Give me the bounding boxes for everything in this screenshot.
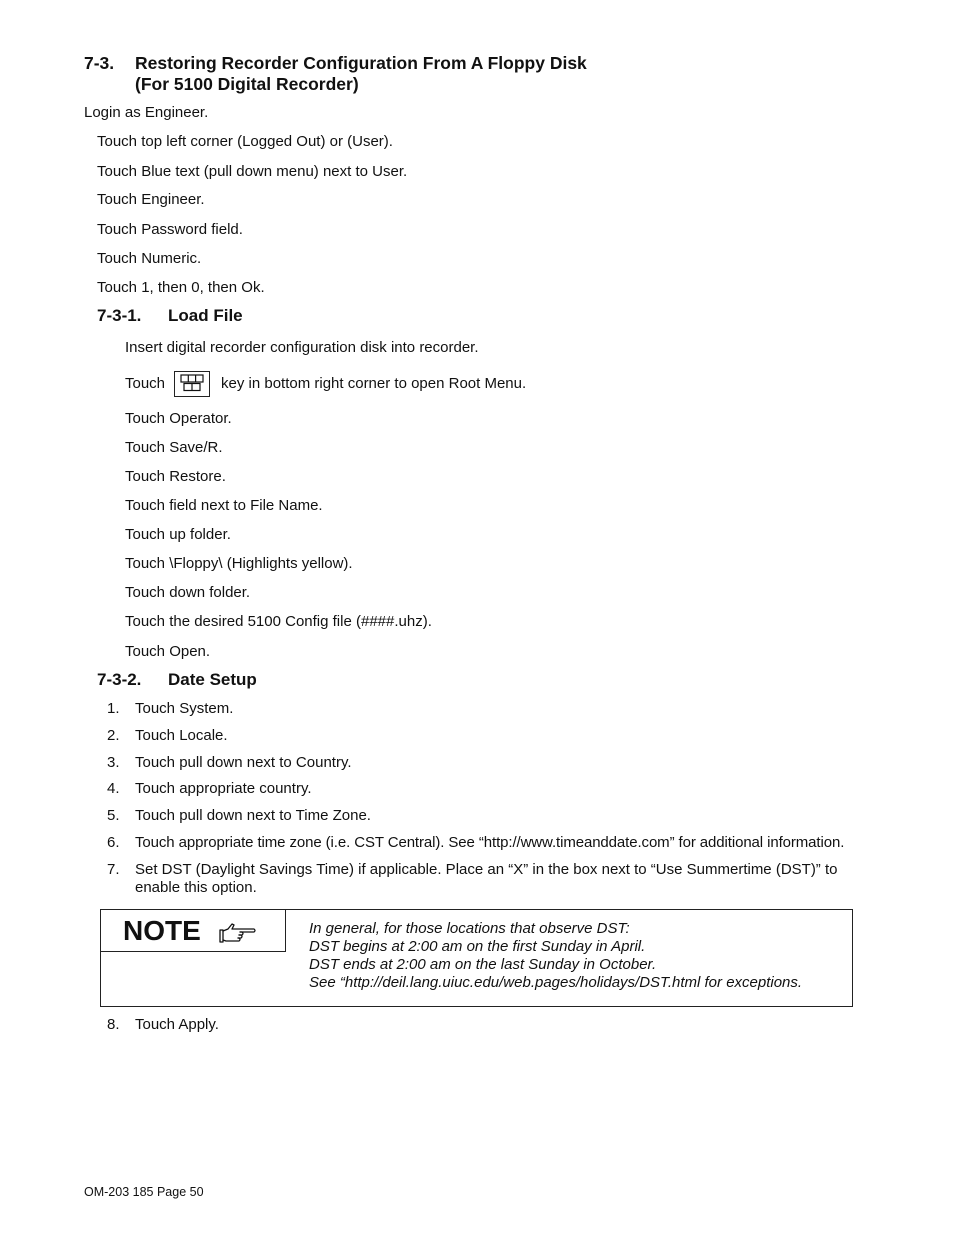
note-label-box bbox=[101, 910, 286, 952]
date-step: Touch Apply. bbox=[135, 1016, 219, 1033]
login-step: Touch Password field. bbox=[97, 221, 243, 238]
date-step: Touch appropriate time zone (i.e. CST Central). See “http://www.timeanddate.com” for additional information. bbox=[135, 834, 845, 851]
load-step: Touch field next to File Name. bbox=[125, 497, 323, 514]
login-intro: Login as Engineer. bbox=[84, 104, 209, 121]
load-step: Touch Operator. bbox=[125, 410, 232, 427]
subsection-title-load-file: Load File bbox=[168, 306, 243, 325]
load-step: Touch down folder. bbox=[125, 584, 251, 601]
subsection-number-load-file: 7-3-1. bbox=[97, 306, 142, 325]
note-line: DST begins at 2:00 am on the first Sunday in April. bbox=[309, 938, 646, 955]
step-number: 5. bbox=[107, 807, 120, 824]
date-step: Set DST (Daylight Savings Time) if applicable. Place an “X” in the box next to “Use Summertime (DST)” to bbox=[135, 861, 838, 878]
step-number: 8. bbox=[107, 1016, 120, 1033]
load-step: Touch \Floppy\ (Highlights yellow). bbox=[125, 555, 353, 572]
touch-suffix: key in bottom right corner to open Root Menu. bbox=[221, 375, 527, 392]
date-step: Touch appropriate country. bbox=[135, 780, 312, 797]
pointing-hand-icon bbox=[218, 921, 258, 950]
date-step: Touch pull down next to Country. bbox=[135, 754, 352, 771]
load-step: Touch up folder. bbox=[125, 526, 231, 543]
login-step: Touch Numeric. bbox=[97, 250, 202, 267]
subsection-title-date-setup: Date Setup bbox=[168, 670, 257, 689]
load-insert-instruction: Insert digital recorder configuration disk into recorder. bbox=[125, 339, 479, 356]
step-number: 7. bbox=[107, 861, 120, 878]
note-box bbox=[100, 909, 853, 1007]
login-step: Touch Blue text (pull down menu) next to User. bbox=[97, 163, 408, 180]
date-step-continued: enable this option. bbox=[135, 879, 257, 896]
note-line: In general, for those locations that observe DST: bbox=[309, 920, 630, 937]
login-step: Touch Engineer. bbox=[97, 191, 205, 208]
load-step: Touch the desired 5100 Config file (####.uhz). bbox=[125, 613, 432, 630]
load-step: Touch Restore. bbox=[125, 468, 226, 485]
subsection-number-date-setup: 7-3-2. bbox=[97, 670, 142, 689]
step-number: 6. bbox=[107, 834, 120, 851]
date-step: Touch System. bbox=[135, 700, 234, 717]
date-step: Touch Locale. bbox=[135, 727, 228, 744]
section-title-line2: (For 5100 Digital Recorder) bbox=[135, 74, 359, 94]
section-title-line1: Restoring Recorder Configuration From A Floppy Disk bbox=[135, 53, 587, 73]
page-footer: OM-203 185 Page 50 bbox=[84, 1185, 204, 1199]
note-line: DST ends at 2:00 am on the last Sunday in October. bbox=[309, 956, 657, 973]
step-number: 1. bbox=[107, 700, 120, 717]
step-number: 3. bbox=[107, 754, 120, 771]
section-number: 7-3. bbox=[84, 53, 115, 73]
step-number: 4. bbox=[107, 780, 120, 797]
load-step: Touch Save/R. bbox=[125, 439, 223, 456]
step-number: 2. bbox=[107, 727, 120, 744]
login-step: Touch top left corner (Logged Out) or (User). bbox=[97, 133, 393, 150]
root-menu-key-icon bbox=[174, 371, 210, 397]
touch-prefix: Touch bbox=[125, 375, 166, 392]
load-step: Touch Open. bbox=[125, 643, 211, 660]
note-title: NOTE bbox=[123, 915, 201, 946]
date-step: Touch pull down next to Time Zone. bbox=[135, 807, 371, 824]
login-step: Touch 1, then 0, then Ok. bbox=[97, 279, 265, 296]
note-line: See “http://deil.lang.uiuc.edu/web.pages/holidays/DST.html for exceptions. bbox=[309, 974, 803, 991]
